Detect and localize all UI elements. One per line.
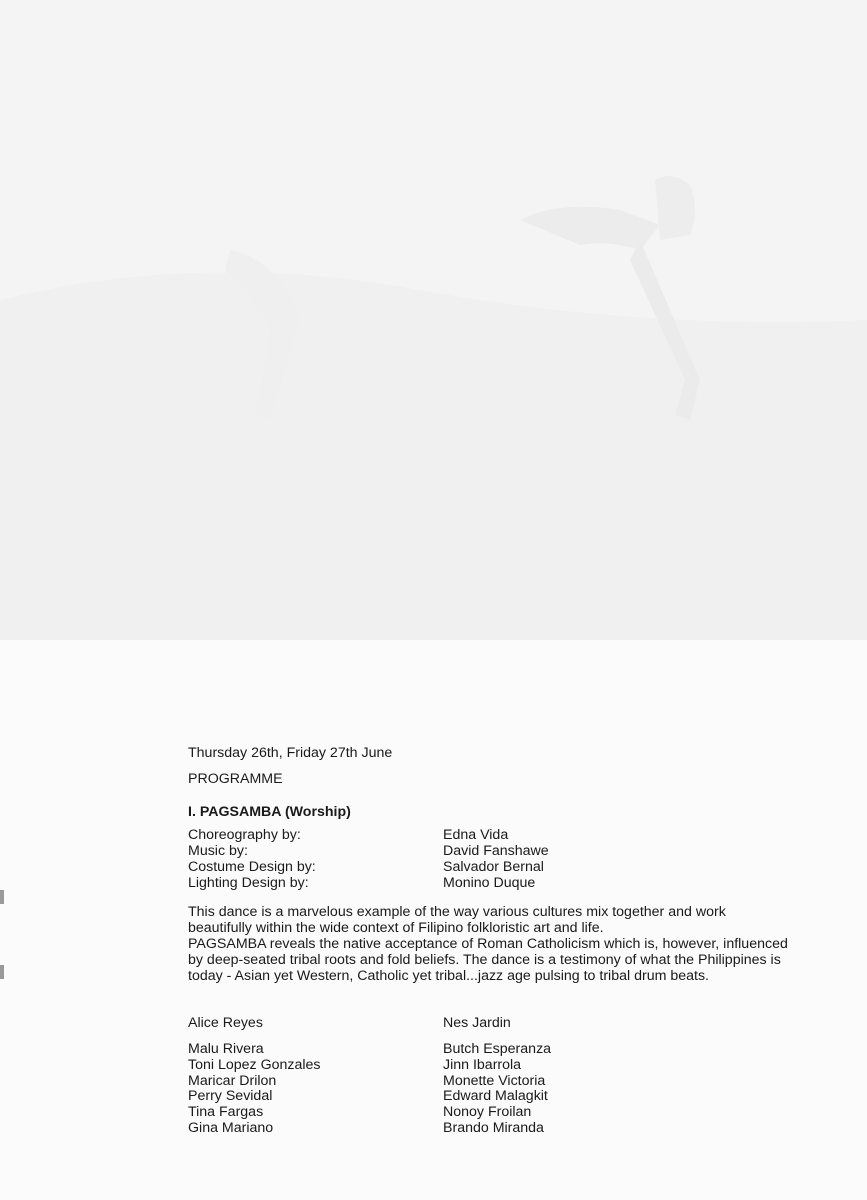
lead-dancer: Nes Jardin [443, 1015, 511, 1031]
cast-member: Gina Mariano [188, 1119, 274, 1136]
programme-heading: PROGRAMME [188, 771, 283, 787]
cast-member: Tina Fargas [188, 1104, 264, 1121]
credit-name: Salvador Bernal [443, 859, 544, 875]
credit-role: Costume Design by: [188, 859, 316, 875]
lead-dancer: Alice Reyes [188, 1015, 263, 1031]
cast-member: Perry Sevidal [188, 1088, 273, 1105]
lead-dancers [188, 1015, 788, 1031]
credit-role: Music by: [188, 843, 248, 859]
credit-name: David Fanshawe [443, 843, 549, 859]
section-title: I. PAGSAMBA (Worship) [188, 804, 351, 820]
cast-member: Jinn Ibarrola [443, 1056, 522, 1073]
page-edge-mark [0, 965, 4, 979]
cast-member: Maricar Drilon [188, 1072, 277, 1089]
credit-name: Monino Duque [443, 875, 536, 891]
description-paragraph: PAGSAMBA reveals the native acceptance of Roman Catholicism which is, however, influenced by deep-seated tribal roots and fold beliefs. The dance is a testimony of what the Philippines is today - Asian yet Western, Catholic yet tribal...jazz age pulsing to tribal drum beats. [188, 936, 788, 984]
cast-column-left [188, 1041, 321, 1136]
cast-member: Butch Esperanza [443, 1041, 552, 1057]
cast-column-right [443, 1041, 551, 1136]
dance-description [188, 904, 788, 984]
cast-member: Nonoy Froilan [443, 1104, 532, 1121]
cast-member: Brando Miranda [443, 1119, 544, 1136]
credit-role: Choreography by: [188, 827, 301, 843]
performance-date: Thursday 26th, Friday 27th June [188, 745, 393, 761]
description-paragraph: This dance is a marvelous example of the way various cultures mix together and work beautifully within the wide context of Filipino folkloristic art and life. [188, 904, 726, 936]
credit-name: Edna Vida [443, 827, 509, 843]
cast-member: Malu Rivera [188, 1041, 264, 1057]
page-edge-mark [0, 890, 4, 904]
cast-member: Edward Malagkit [443, 1088, 548, 1105]
cast-member: Toni Lopez Gonzales [188, 1056, 321, 1073]
cast-member: Monette Victoria [443, 1072, 546, 1089]
credit-role: Lighting Design by: [188, 875, 309, 891]
